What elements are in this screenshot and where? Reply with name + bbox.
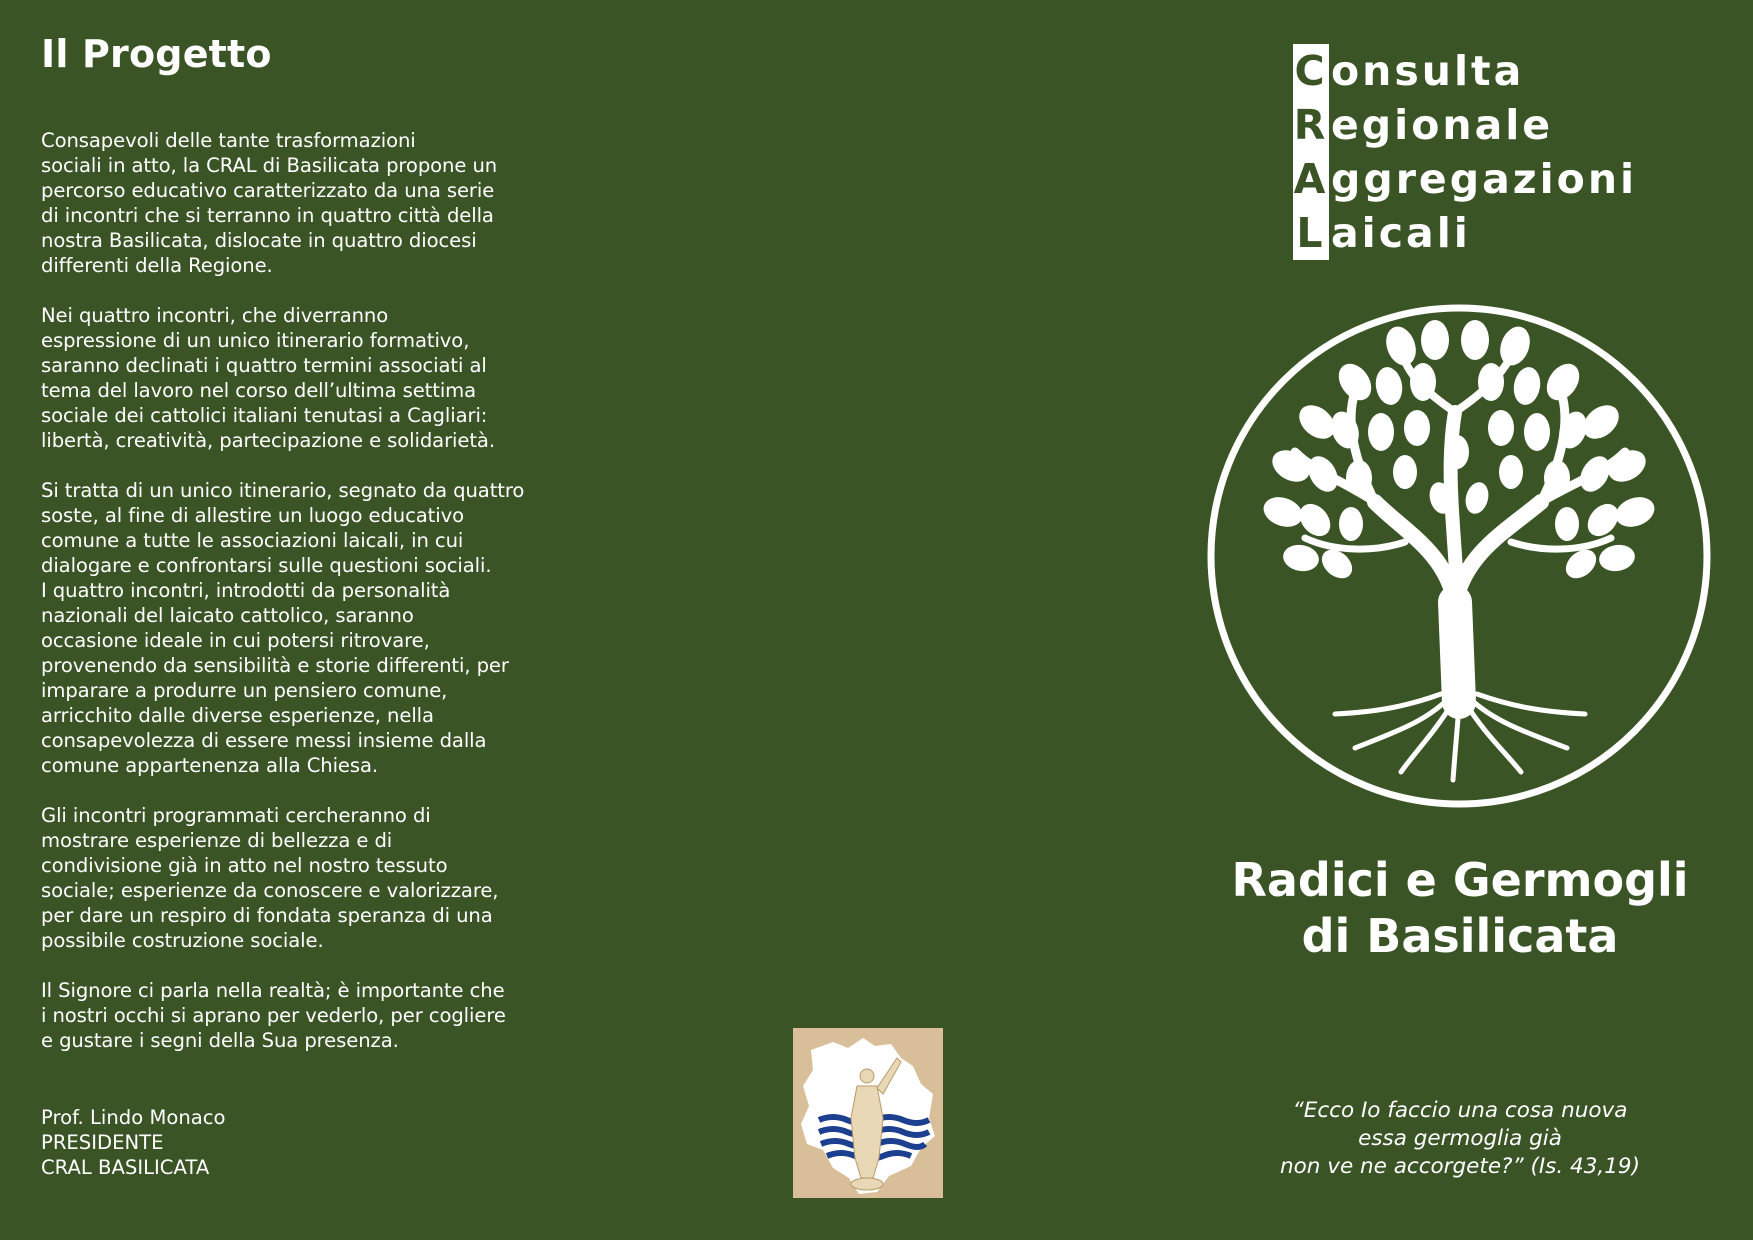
tree-of-life-icon [1205,302,1713,810]
basilicata-map-statue-icon [793,1028,943,1198]
cover-title-line-1: Radici e Germogli [1231,853,1689,907]
acronym-word: aicali [1331,209,1471,257]
project-paragraph-2: Nei quattro incontri, che diverranno espressione di un unico itinerario formativo, saranno declinati i quattro termini associati al tema del lavoro nel corso dell’ultima settima sociale dei cattolici italiani tenutasi a Cagliari: libertà, creatività, partecipazione e solidarietà. [41,304,495,452]
acronym-word: onsulta [1331,47,1525,95]
signature: Prof. Lindo Monaco PRESIDENTE CRAL BASILICATA [41,1106,226,1179]
acronym-line-consulta [1293,44,1637,98]
project-paragraph-1: Consapevoli delle tante trasformazioni sociali in atto, la CRAL di Basilicata propone un percorso educativo caratterizzato da una serie di incontri che si terranno in quattro città della nostra Basilicata, dislocate in quattro diocesi differenti della Regione. [41,129,498,277]
project-paragraph-5: Il Signore ci parla nella realtà; è importante che i nostri occhi si aprano per vederlo, per cogliere e gustare i segni della Sua presenza. [41,979,506,1052]
logo-svg [793,1028,943,1198]
quote-line-3: non ve ne accorgete?” (Is. 43,19) [1280,1154,1640,1179]
bible-quote [1200,1097,1720,1181]
cover-title-line-2: di Basilicata [1301,909,1619,963]
quote-line-2: essa germoglia già [1358,1126,1562,1151]
emblem-svg [1205,302,1713,810]
acronym-letter: C [1293,44,1329,98]
acronym-letter: L [1293,206,1329,260]
acronym-line-regionale [1293,98,1637,152]
acronym-letter: A [1293,152,1329,206]
cover-title [1180,852,1740,964]
acronym-line-aggregazioni [1293,152,1637,206]
acronym-word: ggregazioni [1331,155,1638,203]
tree-roots [1335,694,1585,780]
acronym-letter: R [1293,98,1329,152]
cral-acronym [1293,44,1637,260]
project-paragraph-3: Si tratta di un unico itinerario, segnato da quattro soste, al fine di allestire un luogo educativo comune a tutte le associazioni laicali, in cui dialogare e confrontarsi sulle questioni sociali. I quattro incontri, introdotti da personalità nazionali del laicato cattolico, saranno occasione ideale in cui potersi ritrovare, provenendo da sensibilità e storie differenti, per imparare a produrre un pensiero comune, arricchito dalle diverse esperienze, nella consapevolezza di essere messi insieme dalla comune appartenenza alla Chiesa. [41,479,525,777]
project-title: Il Progetto [41,32,272,76]
acronym-line-laicali [1293,206,1637,260]
project-paragraph-4: Gli incontri programmati cercheranno di mostrare esperienze di bellezza e di condivisione già in atto nel nostro tessuto sociale; esperienze da conoscere e valorizzare, per dare un respiro di fondata speranza di una possibile costruzione sociale. [41,804,499,952]
acronym-word: egionale [1331,101,1554,149]
project-panel [41,32,541,1078]
quote-line-1: “Ecco Io faccio una cosa nuova [1292,1098,1628,1123]
